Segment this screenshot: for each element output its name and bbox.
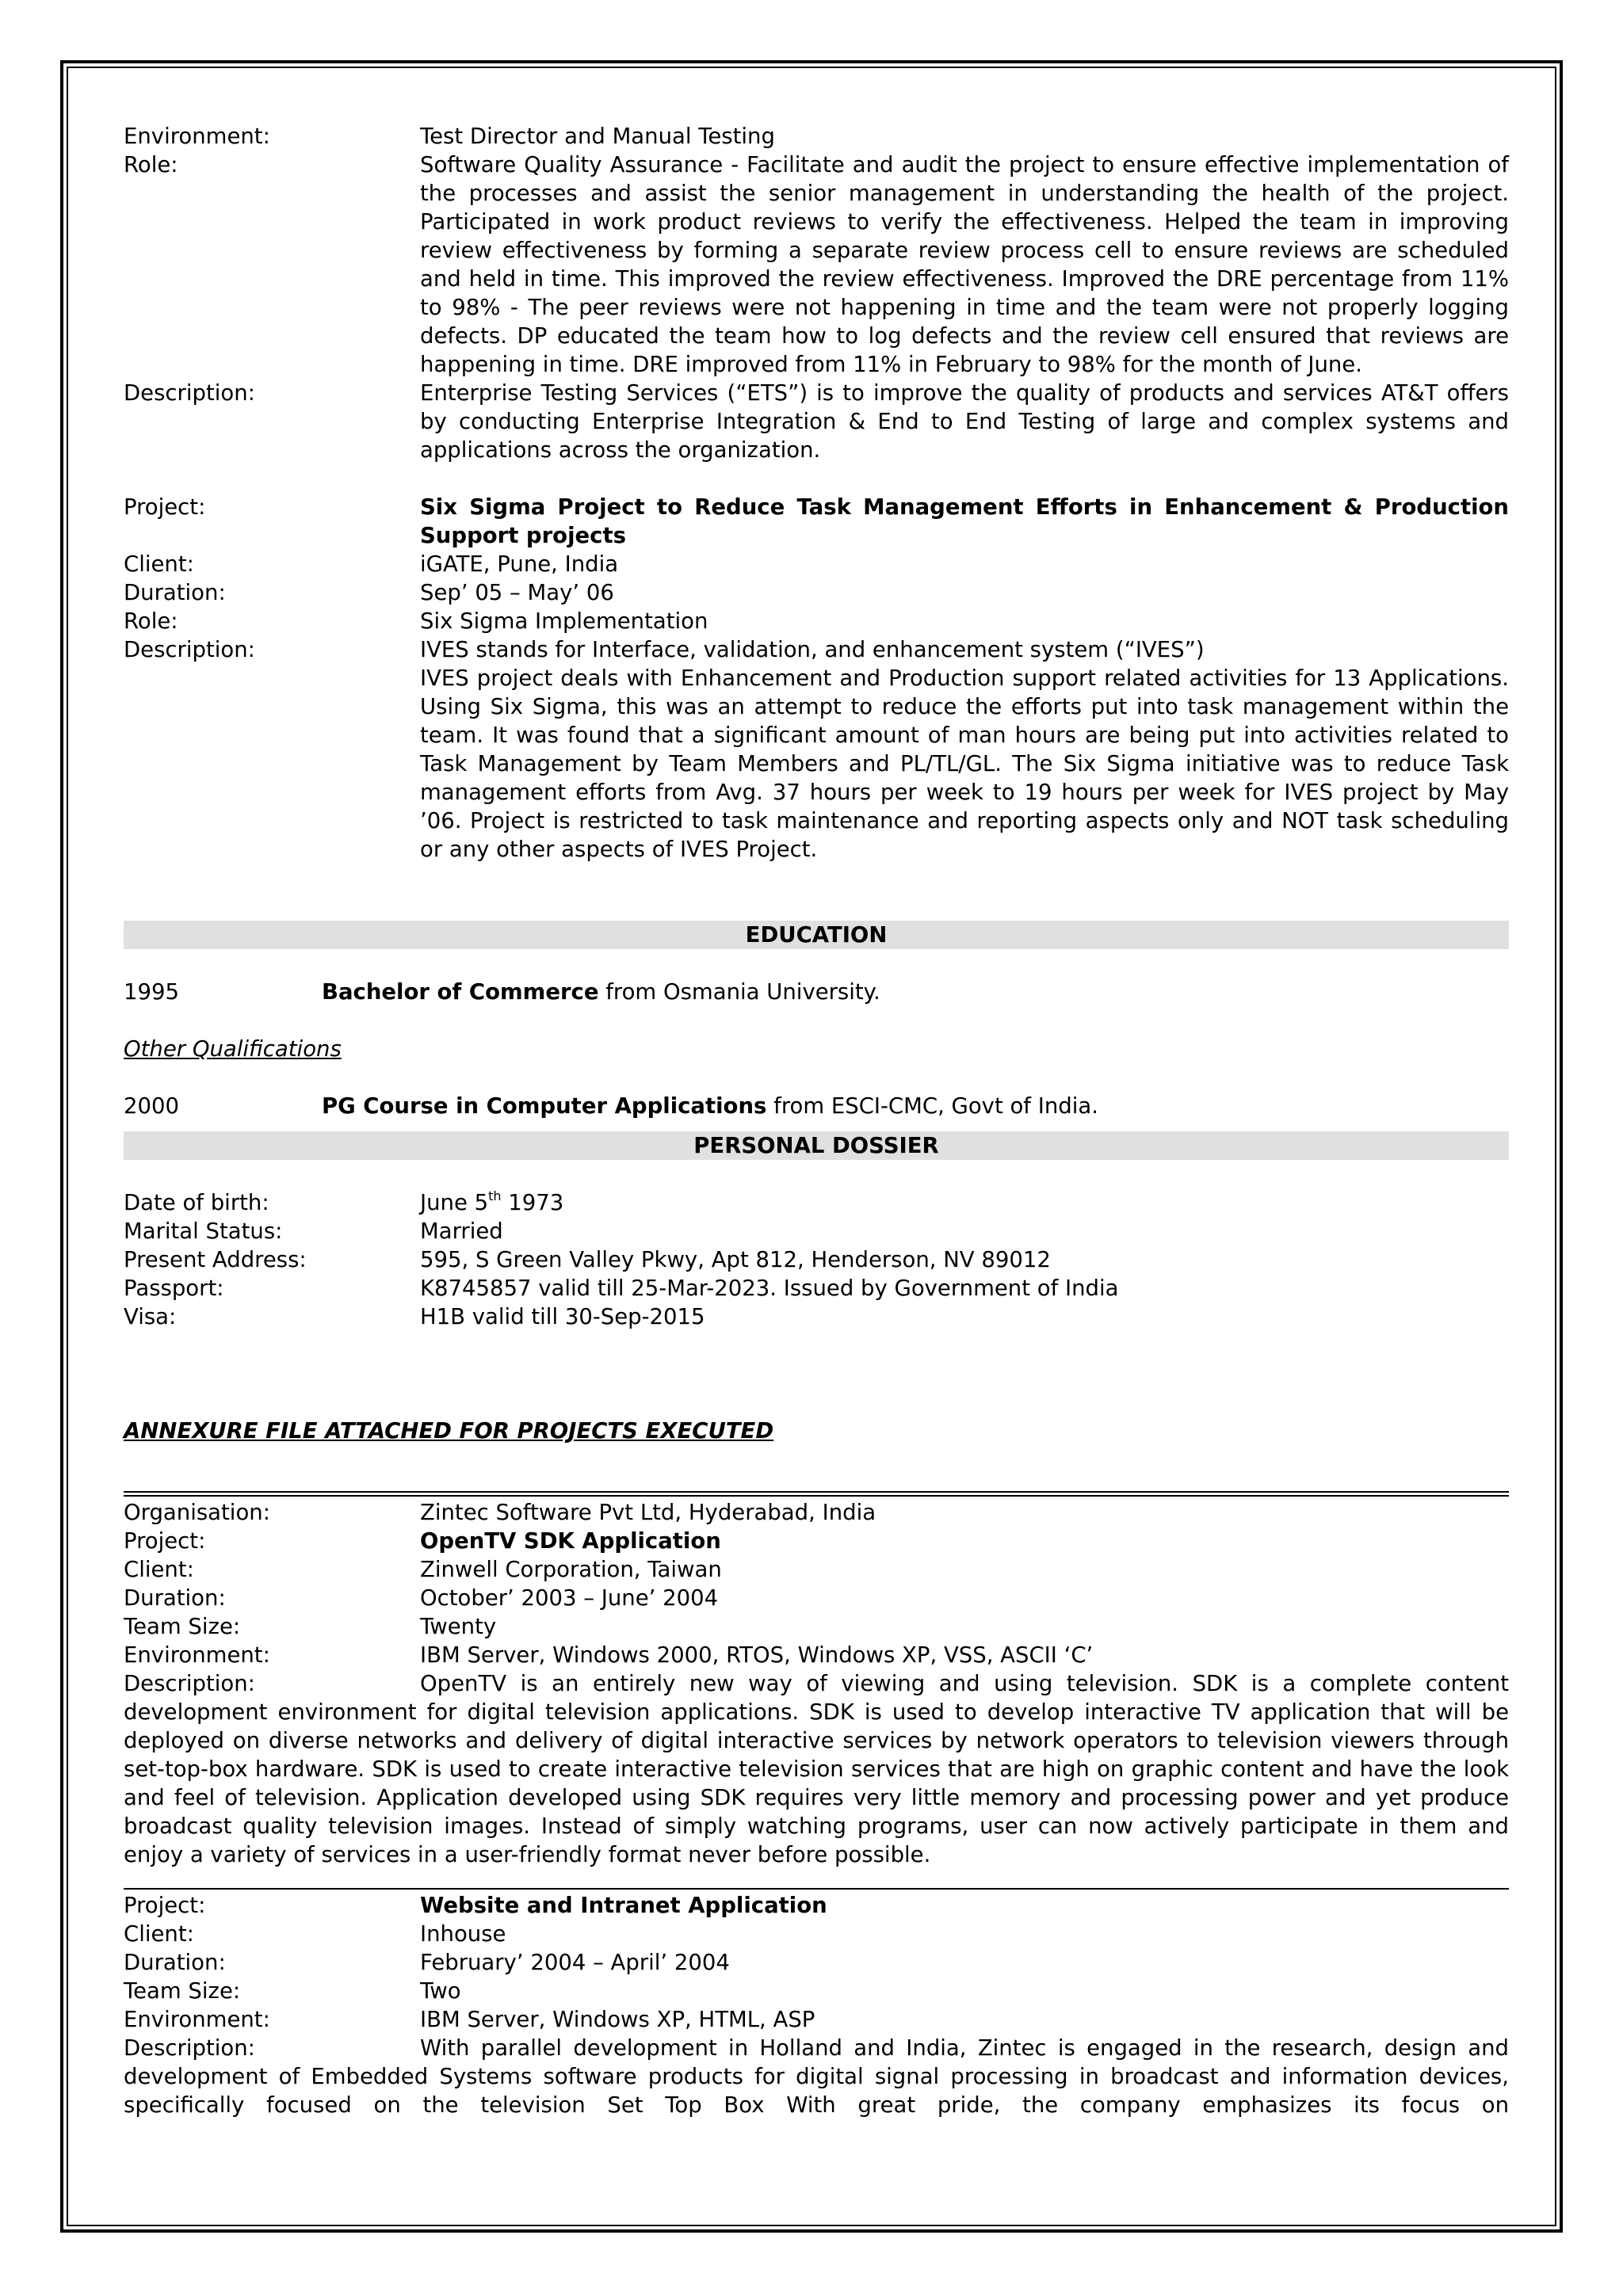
- passport-value: K8745857 valid till 25-Mar-2023. Issued by Government of India: [420, 1276, 1119, 1301]
- spacer: [124, 1388, 1509, 1417]
- dob-row: [124, 1188, 1509, 1217]
- address-label: Present Address:: [124, 1247, 307, 1272]
- six-sigma-role-value: Six Sigma Implementation: [420, 608, 708, 634]
- education-degree-year: 1995: [124, 979, 179, 1005]
- spacer: [124, 1063, 1509, 1092]
- personal-dossier-section: [124, 1131, 1509, 1331]
- project-label: Project:: [124, 1893, 206, 1918]
- spacer: [124, 1474, 1509, 1491]
- six-sigma-description-line2: IVES project deals with Enhancement and Production support related activities for 13 Applications. Using Six Sigma, this was an attempt to reduce the efforts put into task management within the team. It was found that a significant amount of man hours are being put into activities related to Task Management by Team Members and PL/TL/GL. The Six Sigma initiative was to reduce Task management efforts from Avg. 37 hours per week to 19 hours per week for IVES project by May ’06. Project is restricted to task maintenance and reporting aspects only and NOT task scheduling or any other aspects of IVES Project.: [420, 666, 1509, 862]
- ets-role-value: Software Quality Assurance - Facilitate and audit the project to ensure effective implementation of the processes and assist the senior management in understanding the health of the project. Participated in work product reviews to verify the effectiveness. Helped the team in improving review effectiveness by forming a separate review process cell to ensure reviews are scheduled and held in time. This improved the review effectiveness. Improved the DRE percentage from 11% to 98% - The peer reviews were not happening in time and the team were not properly logging defects. DP educated the team how to log defects and the review cell ensured that reviews are happening in time. DRE improved from 11% in February to 98% for the month of June.: [420, 152, 1509, 377]
- website-environment-value: IBM Server, Windows XP, HTML, ASP: [420, 2007, 815, 2032]
- address-value: 595, S Green Valley Pkwy, Apt 812, Henderson, NV 89012: [420, 1247, 1051, 1272]
- six-sigma-role-row: [124, 607, 1509, 635]
- address-row: [124, 1245, 1509, 1274]
- dob-label: Date of birth:: [124, 1190, 269, 1215]
- spacer: [124, 949, 1509, 978]
- website-client-value: Inhouse: [420, 1921, 506, 1947]
- education-degree-name: Bachelor of Commerce: [322, 979, 599, 1005]
- website-team-size-value: Two: [420, 1978, 461, 2004]
- annexure-heading: ANNEXURE FILE ATTACHED FOR PROJECTS EXECUTED: [124, 1418, 774, 1444]
- other-qualifications-heading: Other Qualifications: [124, 1036, 342, 1062]
- spacer: [124, 1869, 1509, 1888]
- description-label: Description:: [124, 380, 255, 406]
- role-label: Role:: [124, 608, 178, 634]
- opentv-duration-value: October’ 2003 – June’ 2004: [420, 1585, 719, 1611]
- six-sigma-duration-row: [124, 578, 1509, 607]
- spacer: [124, 1160, 1509, 1188]
- spacer: [124, 464, 1509, 493]
- website-description-value: With parallel development in Holland and India, Zintec is engaged in the research, design and development of Embedded Systems software products for digital signal processing in broadcast and information devices, specifically focused on the television Set Top Box With great pride, the company emphasizes its focus on: [124, 2035, 1509, 2118]
- spacer: [124, 1360, 1509, 1388]
- opentv-duration-row: [124, 1584, 1509, 1612]
- client-label: Client:: [124, 1921, 194, 1947]
- website-environment-row: [124, 2005, 1509, 2034]
- ets-project-section: [124, 122, 1509, 464]
- website-project-row: [124, 1891, 1509, 1920]
- team-size-label: Team Size:: [124, 1978, 241, 2004]
- duration-label: Duration:: [124, 580, 226, 605]
- project-label: Project:: [124, 494, 206, 520]
- education-heading: EDUCATION: [124, 921, 1509, 949]
- visa-row: [124, 1302, 1509, 1331]
- six-sigma-project-title: Six Sigma Project to Reduce Task Management Efforts in Enhancement & Production Support projects: [420, 494, 1509, 548]
- passport-label: Passport:: [124, 1276, 224, 1301]
- spacer: [124, 892, 1509, 921]
- six-sigma-description-row: [124, 635, 1509, 864]
- opentv-environment-row: [124, 1641, 1509, 1669]
- duration-label: Duration:: [124, 1585, 226, 1611]
- personal-dossier-heading: PERSONAL DOSSIER: [124, 1131, 1509, 1160]
- website-description-row: [124, 2034, 1509, 2119]
- opentv-description-row: [124, 1669, 1509, 1869]
- website-duration-row: [124, 1948, 1509, 1977]
- education-degree-row: [124, 978, 1509, 1006]
- opentv-project-block: [124, 1498, 1509, 1869]
- six-sigma-description-line1: IVES stands for Interface, validation, and enhancement system (“IVES”): [420, 637, 1205, 662]
- ets-description-row: [124, 379, 1509, 464]
- ets-environment-row: [124, 122, 1509, 151]
- dob-year: 1973: [501, 1190, 564, 1215]
- marital-status-value: Married: [420, 1219, 503, 1244]
- spacer: [124, 864, 1509, 892]
- opentv-client-value: Zinwell Corporation, Taiwan: [420, 1557, 722, 1582]
- dob-sup: th: [488, 1188, 502, 1203]
- project-label: Project:: [124, 1528, 206, 1554]
- visa-value: H1B valid till 30-Sep-2015: [420, 1304, 705, 1329]
- spacer: [124, 1006, 1509, 1035]
- education-other-name: PG Course in Computer Applications: [322, 1093, 767, 1119]
- client-label: Client:: [124, 1557, 194, 1582]
- opentv-project-row: [124, 1527, 1509, 1555]
- visa-label: Visa:: [124, 1304, 177, 1329]
- education-other-year: 2000: [124, 1093, 179, 1119]
- duration-label: Duration:: [124, 1950, 226, 1975]
- spacer: [124, 1331, 1509, 1360]
- passport-row: [124, 1274, 1509, 1302]
- website-duration-value: February’ 2004 – April’ 2004: [420, 1950, 730, 1975]
- spacer: [124, 1445, 1509, 1474]
- opentv-client-row: [124, 1555, 1509, 1584]
- education-degree-text: [322, 978, 880, 1006]
- team-size-label: Team Size:: [124, 1614, 241, 1639]
- opentv-team-size-value: Twenty: [420, 1614, 497, 1639]
- opentv-project-title: OpenTV SDK Application: [420, 1528, 721, 1554]
- website-client-row: [124, 1920, 1509, 1948]
- annexure-double-rule: [124, 1491, 1509, 1497]
- website-project-block: [124, 1891, 1509, 2119]
- ets-role-row: [124, 151, 1509, 379]
- description-label: Description:: [124, 1671, 255, 1696]
- role-label: Role:: [124, 152, 178, 177]
- organisation-label: Organisation:: [124, 1500, 270, 1525]
- ets-environment-value: Test Director and Manual Testing: [420, 124, 775, 149]
- resume-page: [124, 122, 1509, 2119]
- six-sigma-client-row: [124, 550, 1509, 578]
- opentv-description-value: OpenTV is an entirely new way of viewing and using television. SDK is a complete content development environment for digital television applications. SDK is used to develop interactive TV application that will be deployed on diverse networks and delivery of digital interactive services by network operators to television viewers through set-top-box hardware. SDK is used to create interactive television services that are high on graphic content and have the look and feel of television. Application developed using SDK requires very little memory and processing power and yet produce broadcast quality television images. Instead of simply watching programs, user can now actively participate in them and enjoy a variety of services in a user-friendly format never before possible.: [124, 1671, 1509, 1867]
- dob-value: [420, 1188, 1509, 1217]
- education-degree-rest: from Osmania University.: [598, 979, 880, 1005]
- ets-description-value: Enterprise Testing Services (“ETS”) is to improve the quality of products and services AT&T offers by conducting Enterprise Integration & End to End Testing of large and complex systems and applications across the organization.: [420, 380, 1509, 463]
- opentv-environment-value: IBM Server, Windows 2000, RTOS, Windows XP, VSS, ASCII ‘C’: [420, 1642, 1094, 1668]
- six-sigma-description-value: [420, 635, 1509, 864]
- project-divider-rule: [124, 1888, 1509, 1890]
- environment-label: Environment:: [124, 1642, 270, 1668]
- dob-main: June 5: [420, 1190, 489, 1215]
- annexure-section: [124, 1417, 1509, 2119]
- six-sigma-project-row: [124, 493, 1509, 550]
- six-sigma-project-section: [124, 493, 1509, 864]
- marital-status-row: [124, 1217, 1509, 1245]
- six-sigma-client-value: iGATE, Pune, India: [420, 551, 619, 577]
- description-label: Description:: [124, 637, 255, 662]
- environment-label: Environment:: [124, 124, 270, 149]
- website-project-title: Website and Intranet Application: [420, 1893, 827, 1918]
- education-other-rest: from ESCI-CMC, Govt of India.: [766, 1093, 1098, 1119]
- education-other-text: [322, 1092, 1098, 1120]
- website-team-size-row: [124, 1977, 1509, 2005]
- education-other-row: [124, 1092, 1509, 1120]
- marital-status-label: Marital Status:: [124, 1219, 283, 1244]
- client-label: Client:: [124, 551, 194, 577]
- opentv-organisation-row: [124, 1498, 1509, 1527]
- six-sigma-duration-value: Sep’ 05 – May’ 06: [420, 580, 614, 605]
- education-section: [124, 921, 1509, 1120]
- opentv-organisation-value: Zintec Software Pvt Ltd, Hyderabad, India: [420, 1500, 876, 1525]
- description-label: Description:: [124, 2035, 255, 2061]
- environment-label: Environment:: [124, 2007, 270, 2032]
- opentv-team-size-row: [124, 1612, 1509, 1641]
